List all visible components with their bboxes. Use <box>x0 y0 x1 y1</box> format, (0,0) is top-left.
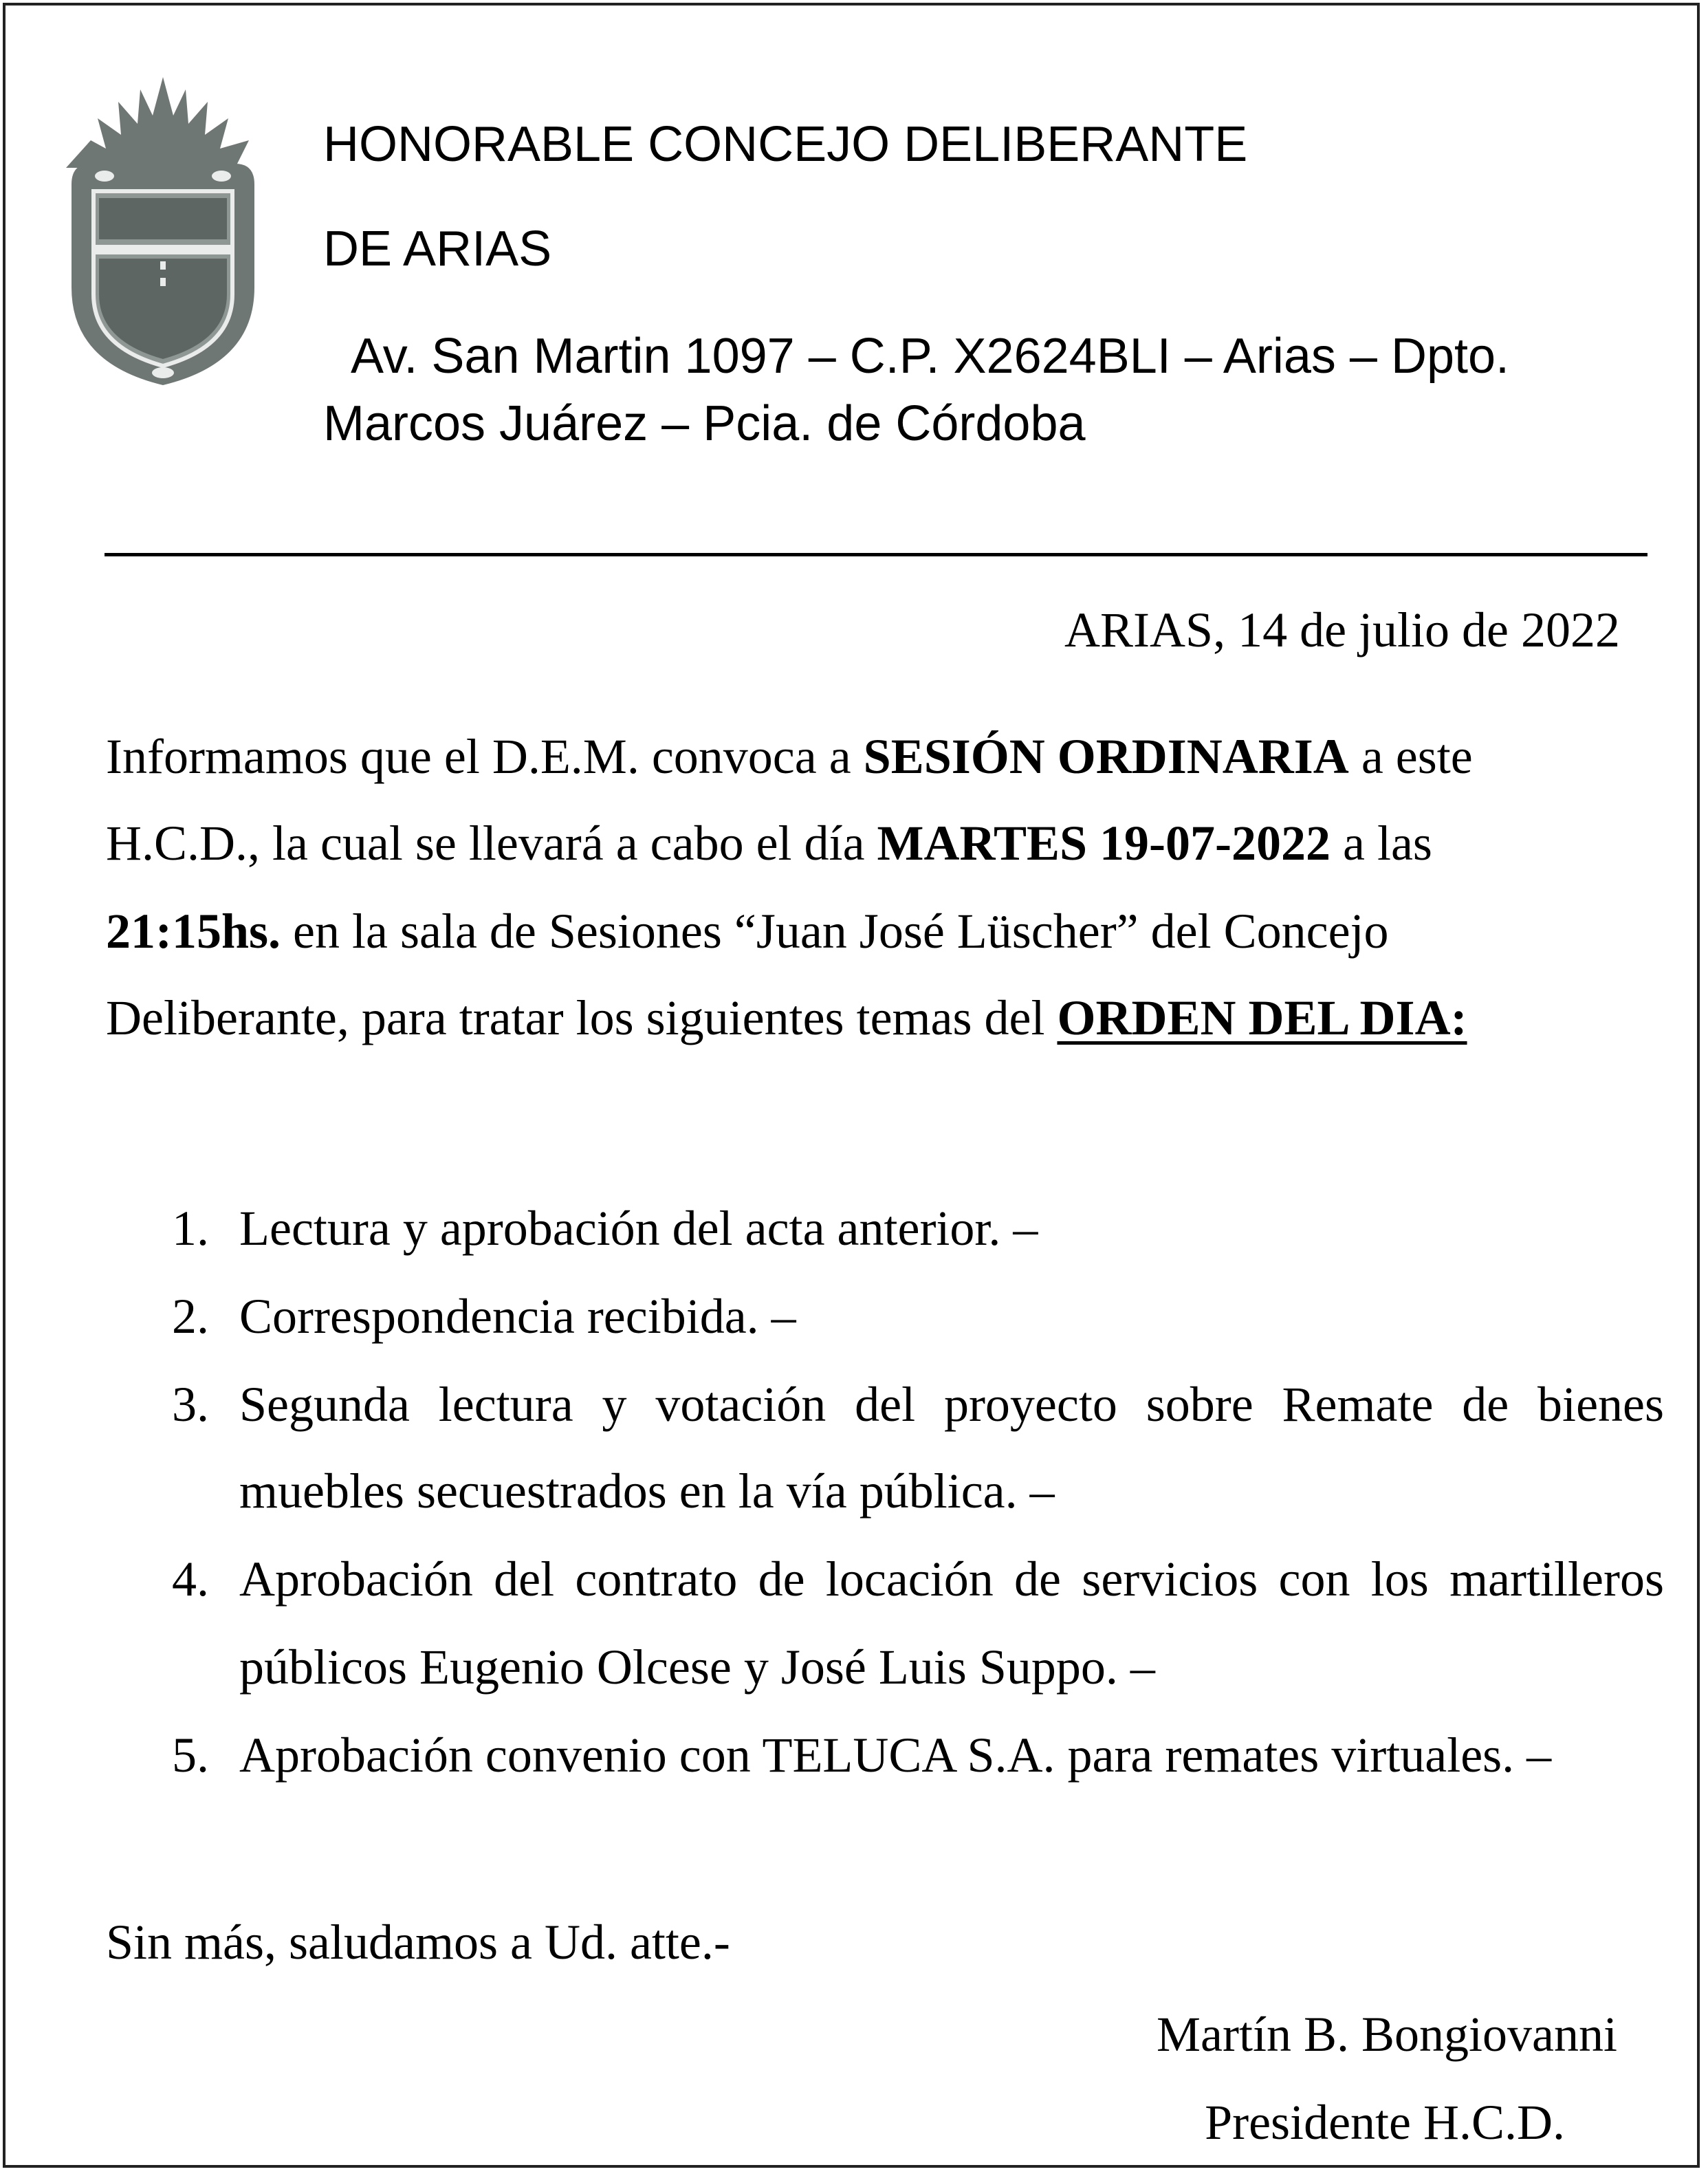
agenda-item-text: Lectura y aprobación del acta anterior. – <box>239 1201 1038 1256</box>
session-time: 21:15hs. <box>106 904 281 959</box>
intro-text: H.C.D., la cual se llevará a cabo el día <box>106 816 877 871</box>
address-line1: Av. San Martin 1097 – C.P. X2624BLI – Arias – Dpto. <box>351 329 1510 384</box>
agenda-item-text: públicos Eugenio Olcese y José Luis Suppo. – <box>239 1640 1155 1695</box>
intro-text: Deliberante, para tratar los siguientes temas del <box>106 990 1058 1045</box>
intro-line <box>106 904 1389 959</box>
agenda-item-number: 2. <box>172 1289 209 1344</box>
address-line2: Marcos Juárez – Pcia. de Córdoba <box>323 396 1086 451</box>
document-date: ARIAS, 14 de julio de 2022 <box>1064 602 1620 657</box>
municipal-crest-logo <box>63 74 263 391</box>
session-type: SESIÓN ORDINARIA <box>863 729 1349 784</box>
header-divider <box>105 553 1647 556</box>
agenda-item-text: Segunda lectura y votación del proyecto sobre Remate de bienes <box>239 1377 1664 1432</box>
document-page <box>3 3 1700 2168</box>
agenda-item-number: 1. <box>172 1201 209 1256</box>
agenda-item-number: 3. <box>172 1377 209 1432</box>
agenda-heading: ORDEN DEL DIA: <box>1057 990 1467 1045</box>
intro-line <box>106 990 1467 1045</box>
intro-text: en la sala de Sesiones “Juan José Lüscher” del Concejo <box>281 904 1389 959</box>
council-name-line2: DE ARIAS <box>323 221 552 276</box>
agenda-item-text: Aprobación convenio con TELUCA S.A. para remates virtuales. – <box>239 1728 1552 1783</box>
intro-text: Informamos que el D.E.M. convoca a <box>106 729 864 784</box>
agenda-item-text: Aprobación del contrato de locación de servicios con los martilleros <box>239 1552 1664 1607</box>
agenda-item-number: 5. <box>172 1728 209 1783</box>
signatory-name: Martín B. Bongiovanni <box>1157 2007 1617 2062</box>
signatory-title: Presidente H.C.D. <box>1205 2095 1565 2150</box>
agenda-item-number: 4. <box>172 1552 209 1607</box>
closing-line: Sin más, saludamos a Ud. atte.- <box>106 1915 730 1970</box>
intro-line <box>106 816 1432 871</box>
council-name-line1: HONORABLE CONCEJO DELIBERANTE <box>323 117 1248 172</box>
agenda-item-text: muebles secuestrados en la vía pública. – <box>239 1464 1055 1519</box>
intro-text: a este <box>1348 729 1473 784</box>
agenda-item-text: Correspondencia recibida. – <box>239 1289 796 1344</box>
session-date: MARTES 19-07-2022 <box>877 816 1331 871</box>
intro-text: a las <box>1331 816 1432 871</box>
intro-line <box>106 729 1473 784</box>
